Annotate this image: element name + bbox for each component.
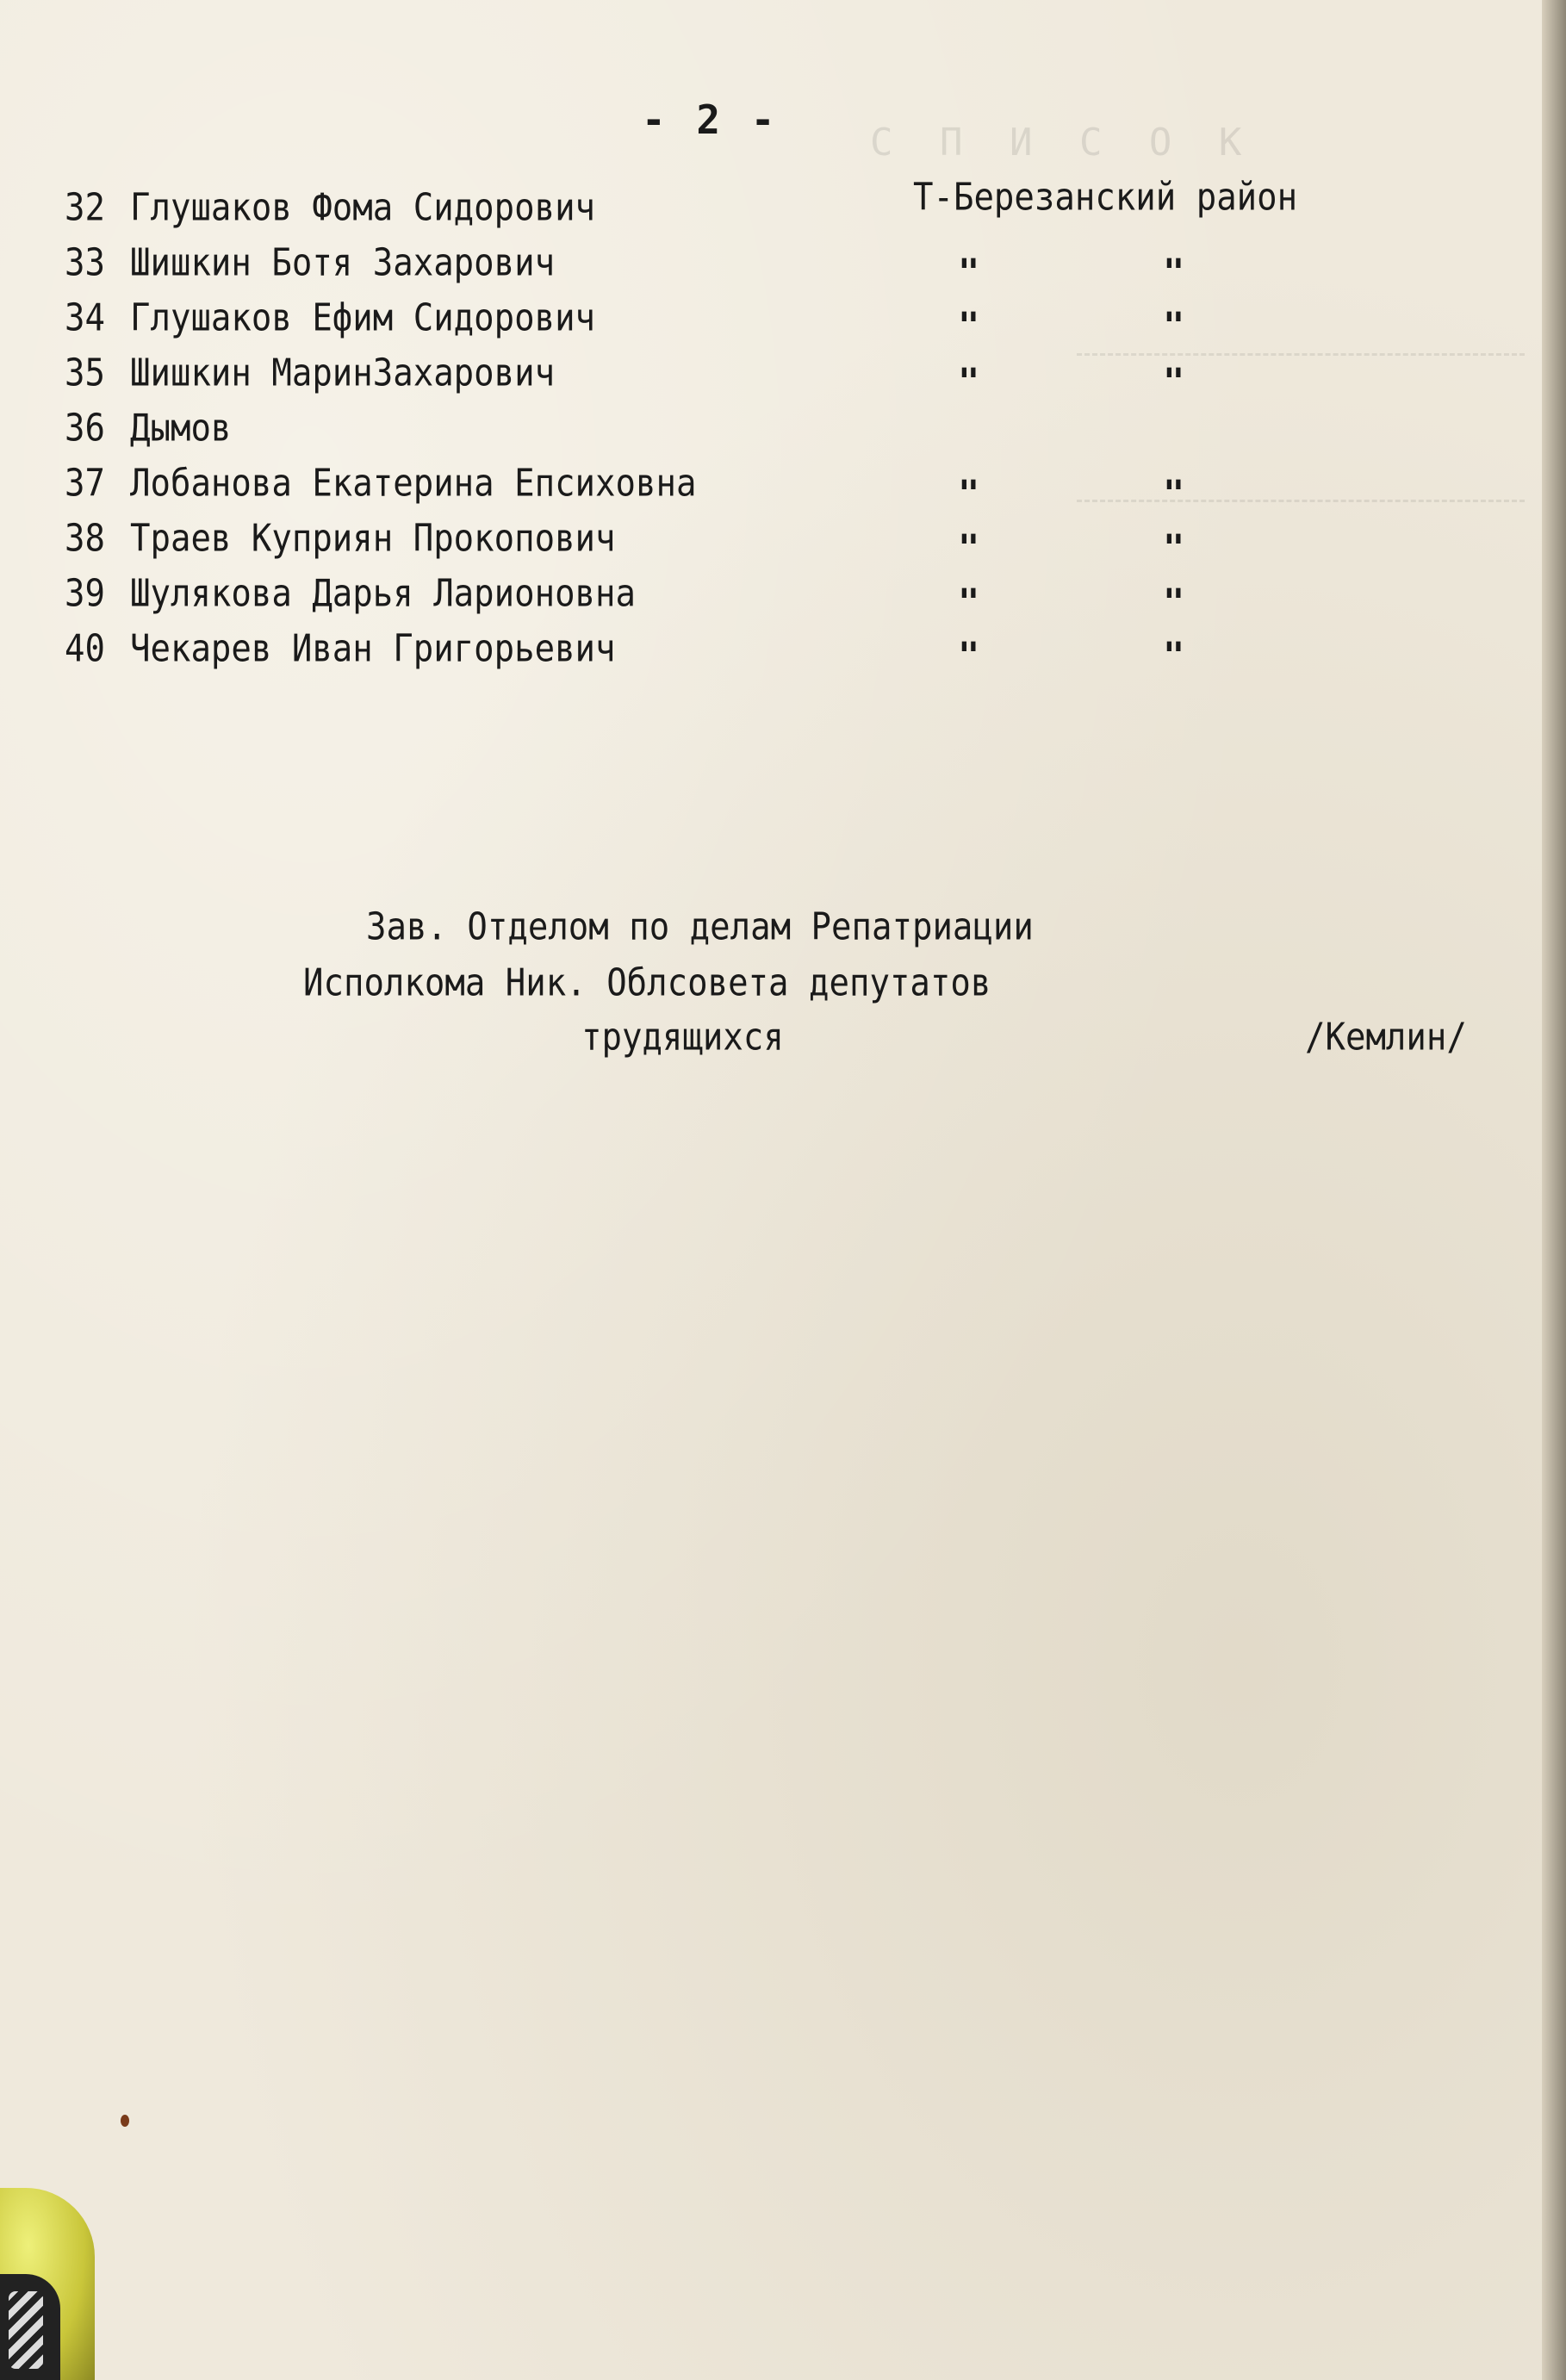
signature-title-line: Исполкома Ник. Облсовета депутатов (303, 961, 991, 1005)
ditto-mark: " (1163, 634, 1185, 676)
entry-name: Лобанова Екатерина Епсиховна (130, 462, 697, 506)
entry-name: Глушаков Фома Сидорович (130, 186, 596, 230)
entry-name: Шишкин МаринЗахарович (130, 351, 556, 395)
entry-name: Траев Куприян Прокопович (130, 517, 616, 561)
entry-number: 39 (65, 572, 105, 616)
ditto-mark: " (1163, 304, 1185, 346)
entry-name: Глушаков Ефим Сидорович (130, 296, 596, 340)
list-item (65, 563, 696, 625)
list-item (65, 343, 696, 405)
signature-title-line: Зав. Отделом по делам Репатриации (366, 905, 1034, 949)
list-item (65, 288, 696, 350)
ditto-mark: " (958, 581, 980, 623)
entry-number: 34 (65, 296, 105, 340)
signature-title-line: трудящихся (581, 1016, 784, 1060)
binder-clip-ring (0, 2274, 60, 2380)
entry-number: 38 (65, 517, 105, 561)
list-item (65, 177, 696, 239)
ditto-mark: " (958, 251, 980, 293)
list-item (65, 233, 696, 295)
ditto-mark: " (1163, 526, 1185, 569)
page-number: - 2 - (642, 96, 779, 143)
list-item (65, 453, 696, 515)
ditto-mark: " (958, 526, 980, 569)
ditto-mark: " (958, 360, 980, 402)
bleed-through-mark: С П И С О К (870, 121, 1254, 165)
ditto-mark: " (958, 472, 980, 514)
entry-name: Шулякова Дарья Ларионовна (130, 572, 636, 616)
ditto-mark: " (1163, 581, 1185, 623)
entry-number: 32 (65, 186, 105, 230)
district-label: Т-Березанский район (913, 176, 1298, 220)
signatory-name: /Кемлин/ (1305, 1016, 1467, 1060)
entry-name: Шишкин Ботя Захарович (130, 241, 556, 285)
entry-number: 40 (65, 627, 105, 671)
entry-number: 33 (65, 241, 105, 285)
ditto-mark: " (1163, 472, 1185, 514)
entry-number: 35 (65, 351, 105, 395)
entry-name: Чекарев Иван Григорьевич (130, 627, 616, 671)
name-list (65, 181, 696, 677)
ditto-mark: " (958, 304, 980, 346)
bleed-through-rule (1077, 500, 1525, 502)
ditto-mark: " (1163, 251, 1185, 293)
ditto-mark: " (1163, 360, 1185, 402)
paper-edge-shadow (1542, 0, 1566, 2380)
entry-number: 36 (65, 407, 105, 451)
ink-speck (121, 2115, 129, 2127)
list-item (65, 398, 696, 460)
list-item (65, 508, 696, 570)
ditto-mark: " (958, 634, 980, 676)
list-item (65, 618, 696, 680)
bleed-through-rule (1077, 353, 1525, 356)
entry-name: Дымов (130, 407, 232, 451)
entry-number: 37 (65, 462, 105, 506)
